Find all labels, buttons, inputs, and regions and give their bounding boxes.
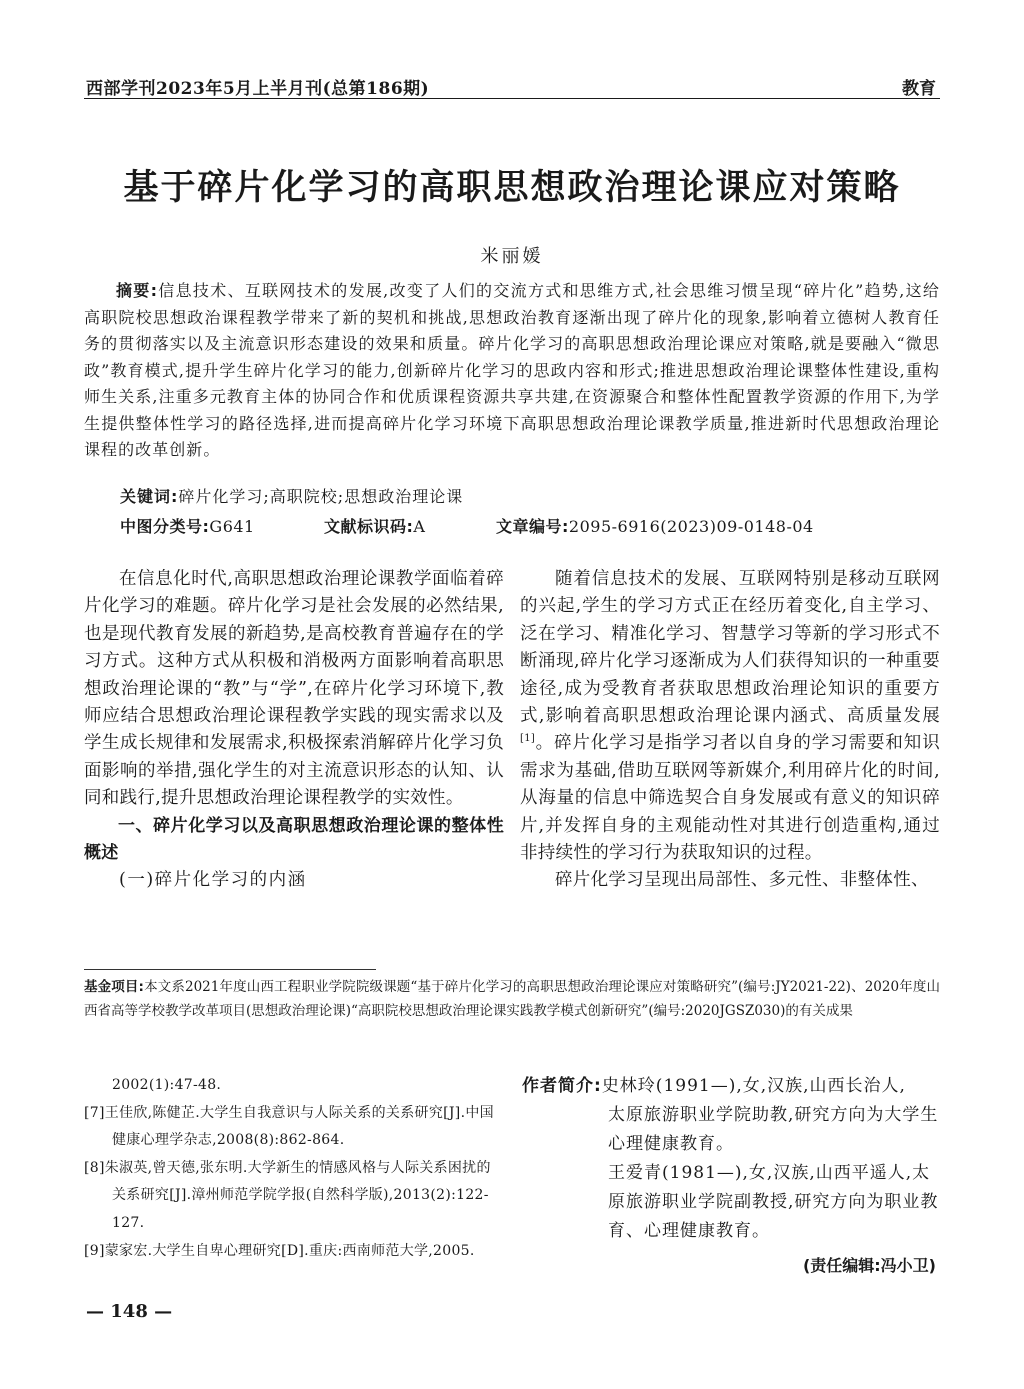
page-number: — 148 — xyxy=(86,1301,173,1322)
funding-note xyxy=(84,975,940,1023)
running-header-journal: 西部学刊2023年5月上半月刊(总第186期) xyxy=(86,79,430,99)
footnote-rule xyxy=(84,969,376,970)
document-code: 文献标识码:A xyxy=(324,517,426,536)
author-bio-label: 作者简介: xyxy=(522,1076,602,1096)
funding-label: 基金项目: xyxy=(84,979,144,995)
author-bio-1-rest: 太原旅游职业学院助教,研究方向为大学生心理健康教育。 xyxy=(608,1105,939,1154)
reference-item: [7]王佳欣,陈健芷.大学生自我意识与人际关系的关系研究[J].中国健康心理学杂志,2008(8):862-864. xyxy=(84,1104,494,1149)
subsection-heading: (一)碎片化学习的内涵 xyxy=(119,870,307,891)
abstract-label: 摘要: xyxy=(116,281,159,300)
reference-item: [8]朱淑英,曾天德,张东明.大学新生的情感风格与人际关系困扰的关系研究[J].漳州师范学院学报(自然科学版),2013(2):122-127. xyxy=(84,1159,491,1231)
reference-item: 2002(1):47-48. xyxy=(112,1077,222,1093)
body-column-left xyxy=(84,566,504,895)
header-rule xyxy=(84,98,940,99)
article-title: 基于碎片化学习的高职思想政治理论课应对策略 xyxy=(123,167,901,208)
running-header-section: 教育 xyxy=(902,79,936,99)
keywords-label: 关键词: xyxy=(120,487,179,506)
article-number: 文章编号:2095-6916(2023)09-0148-04 xyxy=(496,517,814,536)
section-heading: 一、碎片化学习以及高职思想政治理论课的整体性概述 xyxy=(84,815,504,864)
body-paragraph: 在信息化时代,高职思想政治理论课教学面临着碎片化学习的难题。碎片化学习是社会发展的必然结果,也是现代教育发展的新趋势,是高校教育普遍存在的学习方式。这种方式从积极和消极两方面影响着高职思想政治理论课的“教”与“学”,在碎片化学习环境下,教师应结合思想政治理论课程教学实践的现实需求以及学生成长规律和发展需求,积极探索消解碎片化学习负面影响的举措,强化学生的对主流意识形态的认知、认同和践行,提升思想政治理论课程教学的实效性。 xyxy=(84,569,504,809)
responsible-editor: (责任编辑:冯小卫) xyxy=(802,1256,936,1275)
reference-item: [9]蒙家宏.大学生自卑心理研究[D].重庆:西南师范大学,2005. xyxy=(84,1242,475,1259)
author-bio xyxy=(522,1072,940,1246)
clc-number: 中图分类号:G641 xyxy=(120,517,255,536)
abstract-text: 信息技术、互联网技术的发展,改变了人们的交流方式和思维方式,社会思维习惯呈现“碎片化”趋势,这给高职院校思想政治课程教学带来了新的契机和挑战,思想政治教育逐渐出现了碎片化的现象,影响着立德树人教育任务的贯彻落实以及主流意识形态建设的效果和质量。碎片化学习的高职思想政治理论课应对策略,就是要融入“微思政”教育模式,提升学生碎片化学习的能力,创新碎片化学习的思政内容和形式;推进思想政治理论课整体性建设,重构师生关系,注重多元教育主体的协同合作和优质课程资源共享共建,在资源聚合和整体性配置教学资源的作用下,为学生提供整体性学习的路径选择,进而提高碎片化学习环境下高职思想政治理论课教学质量,推进新时代思想政治理论课程的改革创新。 xyxy=(84,281,940,459)
funding-text: 本文系2021年度山西工程职业学院院级课题“基于碎片化学习的高职思想政治理论课应对策略研究”(编号:JY2021-22)、2020年度山西省高等学校教学改革项目(思想政治理论课)“高职院校思想政治理论课实践教学模式创新研究”(编号:2020JGSZ030)的有关成果 xyxy=(84,979,940,1019)
body-paragraph: 碎片化学习呈现出局部性、多元性、非整体性、 xyxy=(555,870,929,891)
references-list xyxy=(84,1072,504,1265)
article-author: 米丽媛 xyxy=(480,246,544,267)
body-paragraph: 随着信息技术的发展、互联网特别是移动互联网的兴起,学生的学习方式正在经历着变化,自主学习、泛在学习、精准化学习、智慧学习等新的学习形式不断涌现,碎片化学习逐渐成为人们获得知识的一种重要途径,成为受教育者获取思想政治理论知识的重要方式,影响着高职思想政治理论课内涵式、高质量发展[1]。碎片化学习是指学习者以自身的学习需要和知识需求为基础,借助互联网等新媒介,利用碎片化的时间,从海量的信息中筛选契合自身发展或有意义的知识碎片,并发挥自身的主观能动性对其进行创造重构,通过非持续性的学习行为获取知识的过程。 xyxy=(520,569,940,864)
abstract xyxy=(84,278,940,464)
keywords xyxy=(120,484,463,507)
citation-marker: [1] xyxy=(520,733,536,745)
author-bio-1: 史林玲(1991—),女,汉族,山西长治人, xyxy=(601,1076,906,1096)
author-bio-2: 王爱青(1981—),女,汉族,山西平遥人,太原旅游职业学院副教授,研究方向为职业教育、心理健康教育。 xyxy=(608,1163,939,1241)
keywords-text: 碎片化学习;高职院校;思想政治理论课 xyxy=(178,487,464,506)
body-column-right xyxy=(520,566,940,895)
